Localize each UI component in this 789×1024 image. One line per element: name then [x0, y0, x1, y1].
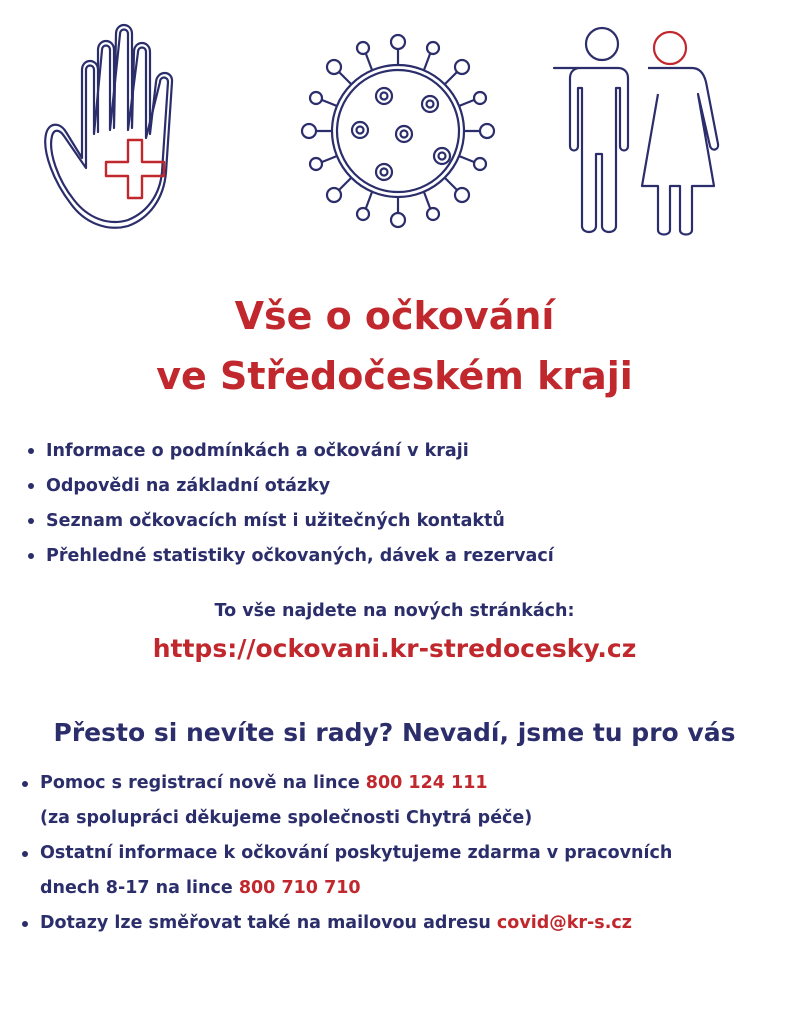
page-title-line-2: ve Středočeském kraji: [156, 354, 633, 398]
list-item: Informace o podmínkách a očkování v kraji: [28, 436, 554, 471]
help-item-line: [40, 906, 672, 941]
help-item-line: [40, 871, 672, 906]
icon-row: [0, 0, 789, 250]
help-item-text: Dotazy lze směřovat také na mailovou adresu: [40, 913, 497, 933]
help-list: [22, 766, 672, 941]
help-heading: Přesto si nevíte si rady? Nevadí, jsme tu pro vás: [53, 718, 736, 747]
registration-phone[interactable]: 800 124 111: [365, 773, 488, 793]
help-item-text: Ostatní informace k očkování poskytujeme zdarma v pracovních: [40, 843, 673, 863]
help-item-text: Pomoc s registrací nově na lince: [40, 773, 366, 793]
help-item-line: [40, 766, 672, 801]
help-item-info: [22, 836, 672, 906]
help-item-text: dnech 8-17 na lince: [40, 878, 239, 898]
people-icon: [552, 26, 724, 236]
list-item: Seznam očkovacích míst i užitečných kontaktů: [28, 506, 554, 541]
find-text: To vše najdete na nových stránkách:: [214, 601, 575, 621]
help-item-email: [22, 906, 672, 941]
help-item-note: (za spolupráci děkujeme společnosti Chytrá péče): [40, 808, 533, 828]
virus-icon: [300, 26, 496, 236]
list-item: Přehledné statistiky očkovaných, dávek a rezervací: [28, 541, 554, 576]
list-item: Odpovědi na základní otázky: [28, 471, 554, 506]
contact-email[interactable]: covid@kr-s.cz: [496, 913, 632, 933]
page-title-line-1: Vše o očkování: [234, 294, 555, 338]
help-item-registration: [22, 766, 672, 836]
website-link[interactable]: https://ockovani.kr-stredocesky.cz: [152, 634, 637, 663]
hand-with-cross-icon: [36, 22, 216, 236]
info-phone[interactable]: 800 710 710: [238, 878, 361, 898]
features-list: [28, 436, 554, 576]
